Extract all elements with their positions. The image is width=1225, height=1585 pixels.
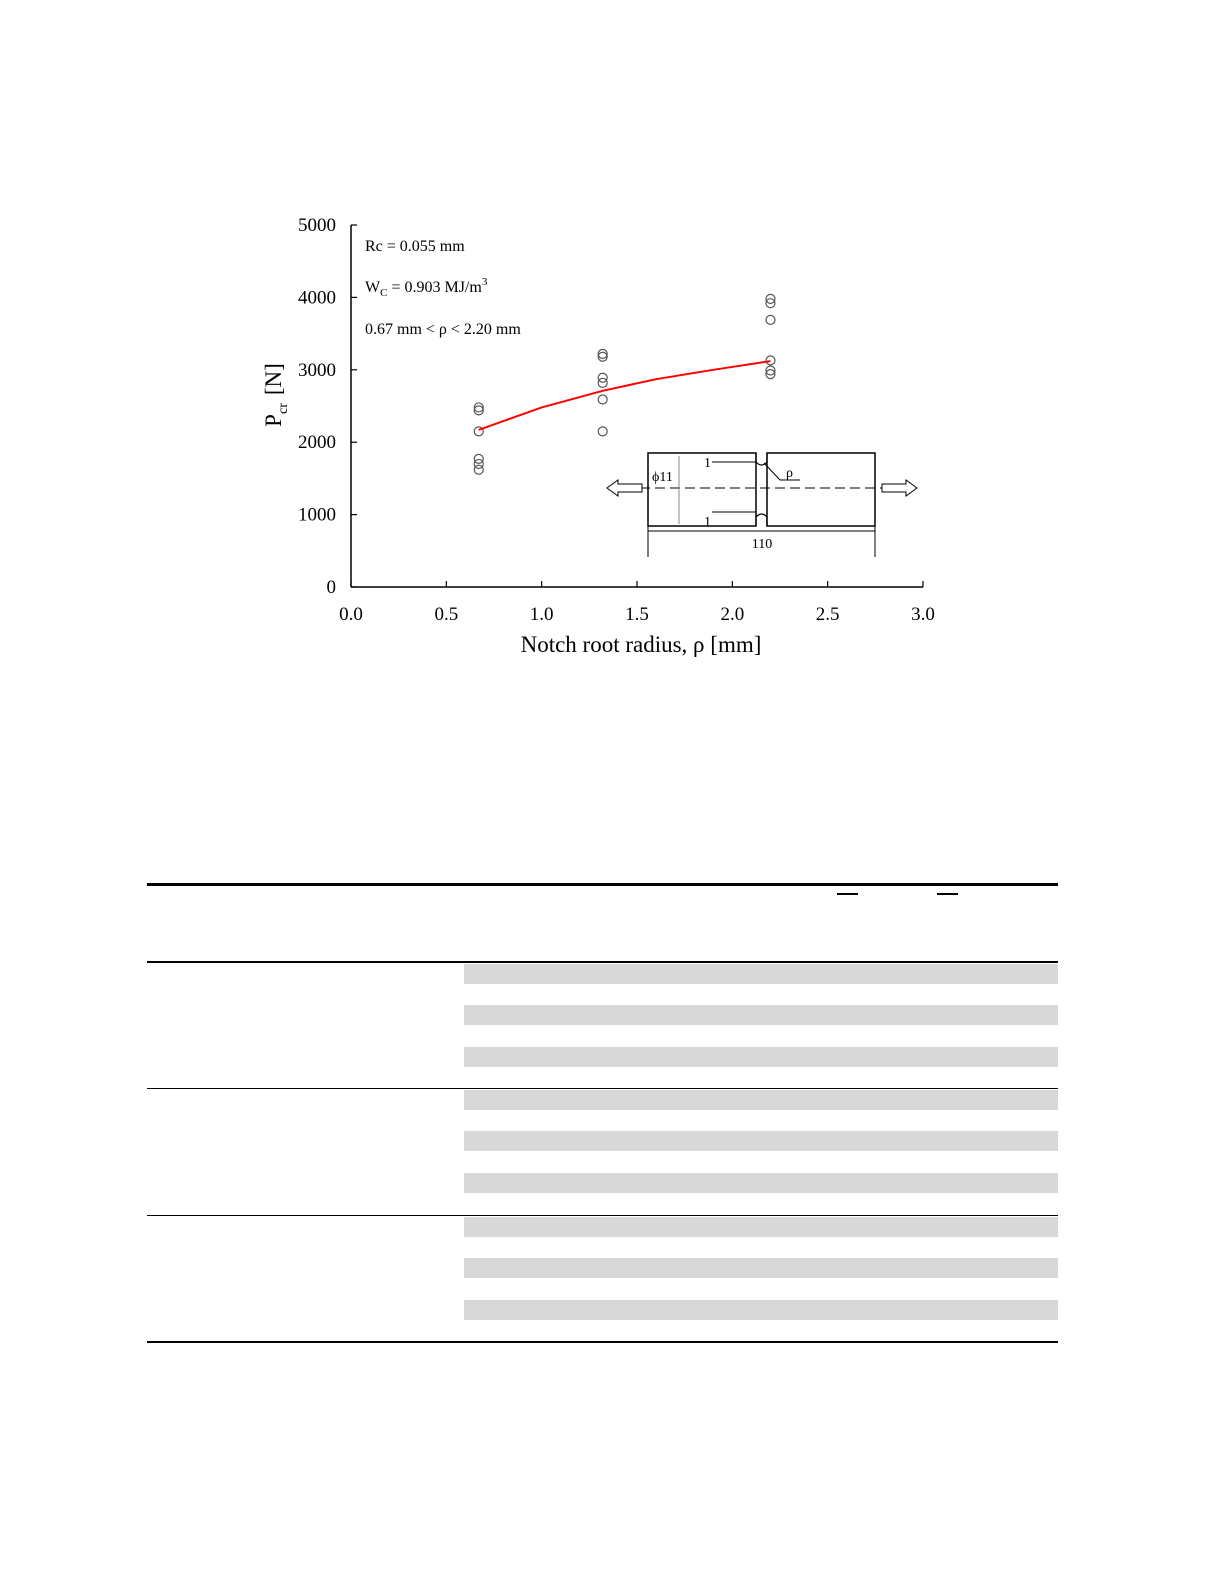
y-tick-label: 0 [326, 577, 336, 598]
x-tick-label: 3.0 [911, 604, 935, 625]
annotation-rho-range: 0.67 mm < ρ < 2.20 mm [365, 321, 521, 338]
y-tick-label: 2000 [298, 432, 336, 454]
length-label: 110 [751, 537, 773, 552]
group-1-row-3 [464, 1047, 1058, 1067]
y-axis-title-main: P [261, 414, 286, 427]
group-1-rule [147, 1088, 1058, 1089]
group-2-row-2 [464, 1131, 1058, 1151]
data-table [147, 0, 1058, 1585]
x-tick-label: 1.5 [625, 604, 649, 625]
annotation-wc-rest: = 0.903 MJ/m [387, 279, 482, 296]
group-1-row-1 [464, 964, 1058, 984]
table-top-rule [147, 883, 1058, 886]
annotation-wc-sub: C [380, 287, 388, 299]
rho-label: ρ [786, 466, 793, 481]
y-tick-label: 5000 [298, 215, 336, 236]
group-2-row-3 [464, 1173, 1058, 1193]
y-tick-label: 1000 [298, 504, 336, 526]
x-tick-label: 0.5 [434, 604, 459, 625]
x-tick-label: 0.0 [339, 604, 363, 625]
x-tick-label: 2.0 [720, 604, 745, 625]
table-header-rule [147, 961, 1058, 963]
x-tick-label: 1.0 [529, 604, 554, 625]
group-3-row-2 [464, 1258, 1058, 1278]
diameter-label: ϕ11 [652, 470, 673, 485]
header-overbar-2 [937, 893, 958, 895]
group-2-row-1 [464, 1090, 1058, 1110]
header-overbar-1 [837, 893, 858, 895]
group-2-rule [147, 1215, 1058, 1216]
y-axis-title-sub: cr [276, 403, 291, 415]
x-axis-title: Notch root radius, ρ [mm] [520, 632, 762, 657]
group-1-row-2 [464, 1005, 1058, 1025]
notch-dim-top-label: 1 [704, 456, 711, 471]
table-bottom-rule [147, 1341, 1058, 1343]
notch-dim-bottom-label: 1 [704, 515, 711, 530]
annotation-wc-sup: 3 [481, 276, 488, 288]
y-axis-title-unit: [N] [261, 363, 286, 396]
annotation-rc: Rc = 0.055 mm [365, 238, 465, 255]
group-3-row-1 [464, 1217, 1058, 1237]
group-3-row-3 [464, 1300, 1058, 1320]
x-tick-label: 2.5 [815, 604, 840, 625]
y-tick-label: 4000 [298, 287, 336, 309]
annotation-wc-main: W [365, 279, 381, 296]
y-tick-label: 3000 [298, 359, 336, 381]
